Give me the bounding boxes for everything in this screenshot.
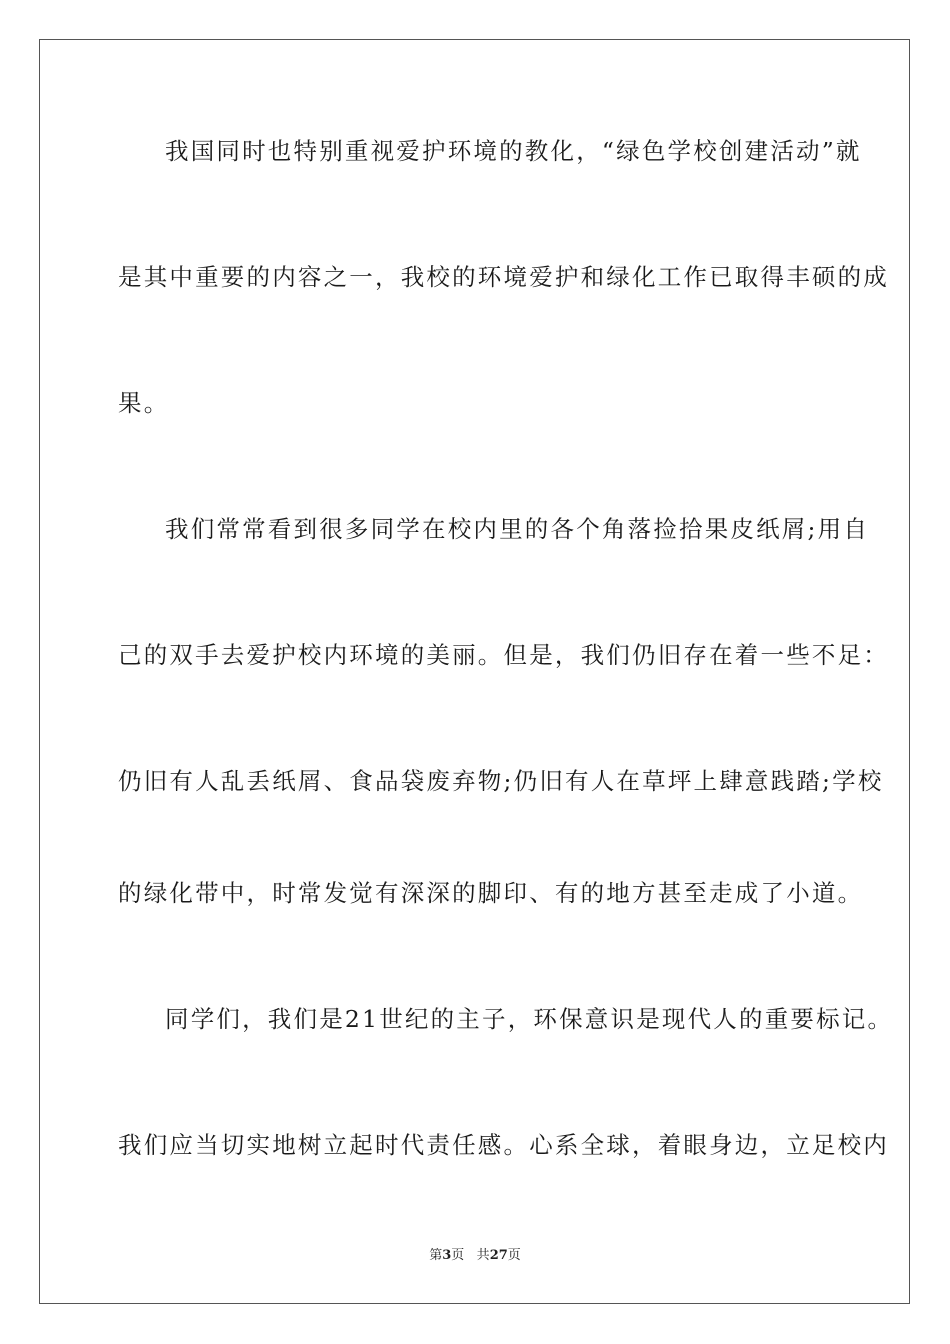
page-number: 第3页 — [429, 1248, 465, 1263]
paragraph-1-line-1: 我国同时也特别重视爱护环境的教化，“绿色学校创建活动”就 — [165, 137, 862, 165]
paragraph-2-line-3: 仍旧有人乱丢纸屑、食品袋废弃物;仍旧有人在草坪上肆意践踏;学校 — [118, 767, 884, 795]
paragraph-1-line-3: 果。 — [118, 389, 170, 417]
page-total: 共27页 — [476, 1248, 521, 1263]
paragraph-2-line-4: 的绿化带中，时常发觉有深深的脚印、有的地方甚至走成了小道。 — [118, 879, 864, 907]
paragraph-3-line-2: 我们应当切实地树立起时代责任感。心系全球，着眼身边，立足校内 — [118, 1131, 889, 1159]
paragraph-2-line-2: 己的双手去爱护校内环境的美丽。但是，我们仍旧存在着一些不足： — [118, 641, 889, 669]
page-border — [39, 39, 910, 1304]
paragraph-1-line-2: 是其中重要的内容之一，我校的环境爱护和绿化工作已取得丰硕的成 — [118, 263, 889, 291]
page-footer — [0, 1247, 950, 1265]
paragraph-2-line-1: 我们常常看到很多同学在校内里的各个角落捡拾果皮纸屑;用自 — [165, 515, 870, 543]
paragraph-3-line-1: 同学们，我们是21世纪的主子，环保意识是现代人的重要标记。 — [165, 1005, 894, 1033]
